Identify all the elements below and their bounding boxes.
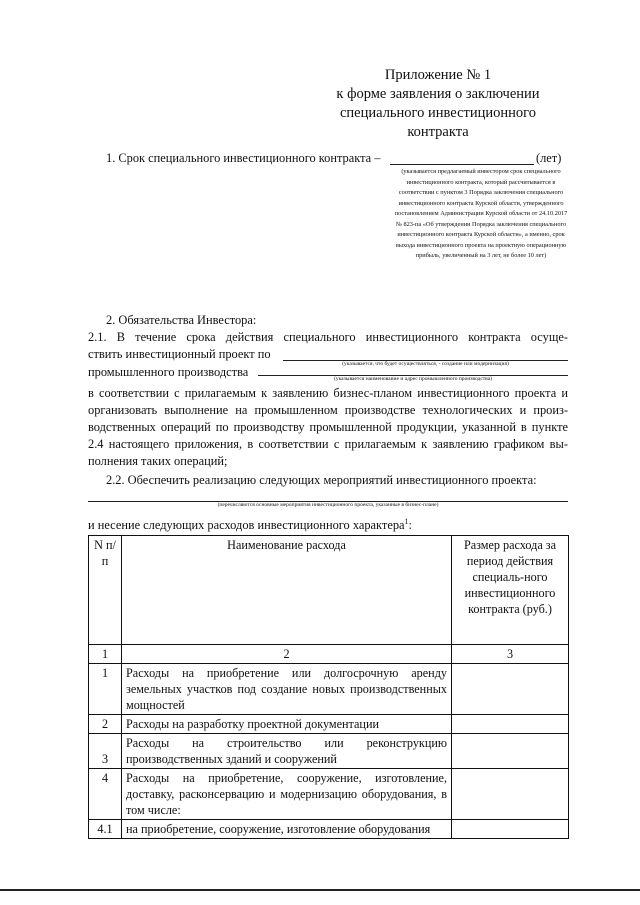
appendix-subtitle-line: к форме заявления о заключении [336,86,540,102]
colnum-cell: 2 [122,645,452,664]
clause-2-1-line: организовать выполнение на промышленном производстве технологических и произ- [88,403,568,417]
row-name: Расходы на приобретение или долгосрочную аренду земельных участков под создание новых производственных мощностей [122,664,452,715]
investor-obligations-heading: 2. Обязательства Инвестора: [106,313,257,327]
clause-2-2-tail: и несение следующих расходов инвестиционного характера$^1$: [88,517,412,533]
row-num: 4 [89,769,122,820]
appendix-subtitle-line: контракта [407,124,469,140]
header-name: Наименование расхода [122,536,452,645]
production-name-footnote: (указывается наименование и адрес промышленного производства) [334,376,492,382]
column-number-row [89,645,569,664]
table-row [89,664,569,715]
row-num: 4.1 [89,820,122,839]
row-value[interactable] [452,820,569,839]
colnum-cell: 1 [89,645,122,664]
clause-2-1-line: ствить инвестиционный проект по [88,347,271,361]
appendix-header [318,66,558,142]
clause-2-1-line: промышленного производства [88,365,249,379]
header-size: Размер расхода за период действия специаль-ного инвестиционного контракта (руб.) [452,536,569,645]
row-num: 3 [89,734,122,769]
row-name: Расходы на разработку проектной документации [122,715,452,734]
contract-term-note: (указывается предлагаемый инвестором срок специального инвестиционного контракта, который рассчитывается в соответствии с пунктом 3 Порядка заключения специального инвестиционного контракта Курской области, утвержденного постановлением Администрации Курской области от 24.10.2017 № 823-па «Об утверждении Порядка заключения специального инвестиционного контракта Курской области», а именно, срок выхода инвестиционного проекта на проектную операционную прибыль, увеличенный на 3 лет, не более 10 лет) [394,168,568,259]
row-num: 1 [89,664,122,715]
row-name: Расходы на приобретение, сооружение, изготовление, доставку, расконсервацию и модернизацию оборудования, в том числе: [122,769,452,820]
activities-footnote: (перечисляются основные мероприятия инвестиционного проекта, указанные в бизнес-плане) [217,502,439,508]
contract-term-blank[interactable] [390,164,534,165]
row-value[interactable] [452,734,569,769]
contract-term-label: 1. Срок специального инвестиционного контракта – [106,151,381,165]
appendix-subtitle-line: специального инвестиционного [339,105,537,121]
clause-2-1-line: 2.4 настоящего приложения, в соответствии с прилагаемым к заявлению графиком вы- [88,437,568,451]
row-value[interactable] [452,769,569,820]
clause-2-1-line: 2.1. В течение срока действия специального инвестиционного контракта осуще- [88,330,568,344]
table-row [89,820,569,839]
row-name: на приобретение, сооружение, изготовление оборудования [122,820,452,839]
contract-term-unit: (лет) [536,151,562,165]
page-bottom-border [0,889,640,891]
row-value[interactable] [452,715,569,734]
clause-2-2-text: 2.2. Обеспечить реализацию следующих мероприятий инвестиционного проекта: [106,473,537,487]
table-row [89,734,569,769]
row-name: Расходы на строительство или реконструкцию производственных зданий и сооружений [122,734,452,769]
row-num: 2 [89,715,122,734]
table-header-row [89,536,569,645]
row-value[interactable] [452,664,569,715]
clause-2-1-line: полнения таких операций; [88,454,228,468]
project-type-footnote: (указывается, что будет осуществляться, - создание или модернизация) [342,361,509,367]
clause-2-1-line: водственных операций по производству промышленной продукции, указанной в пункте [88,420,568,434]
table-row [89,715,569,734]
clause-2-1-line: в соответствии с прилагаемым к заявлению бизнес-планом инвестиционного проекта и [88,386,568,400]
appendix-title: Приложение № 1 [384,67,492,83]
colnum-cell: 3 [452,645,569,664]
footnote-marker: 1 [404,517,409,526]
header-num: N п/п [89,536,122,645]
expenses-table [88,535,569,839]
table-row [89,769,569,820]
